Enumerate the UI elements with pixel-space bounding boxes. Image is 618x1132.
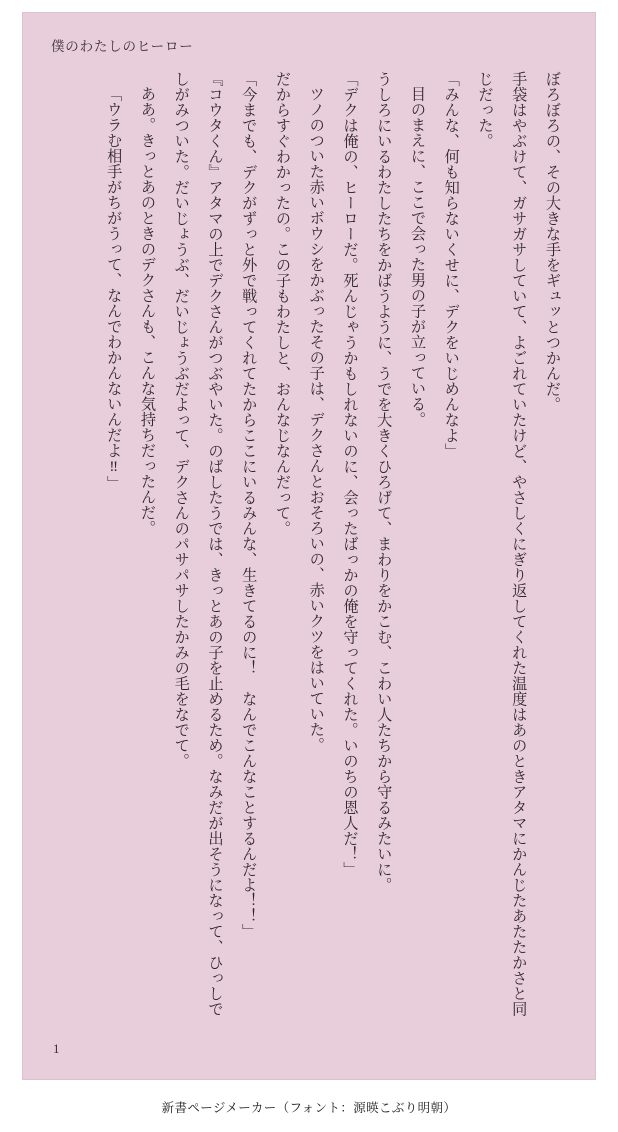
footer-caption: 新書ページメーカー（フォント：源暎こぶり明朝） xyxy=(161,1101,457,1115)
paragraph: ああ。きっとあのときのデクさんも、こんな気持ちだったんだ。 xyxy=(139,86,156,536)
paragraph: ツノのついた赤いボウシをかぶったその子は、デクさんとおそろいの、赤いクツをはいていた。 xyxy=(307,86,325,753)
page-number: 1 xyxy=(53,1041,60,1056)
paragraph: 『コウタくん』アタマの上でデクさんがつぶやいた。のばしたうでは、きっとあの子を止めるため。なみだが出そうになって、ひっしでしがみついた。だいじょうぶ、だいじょうぶだよって、デクさんのパサパサしたかみの毛をなでて。 xyxy=(172,71,224,1017)
paragraph: ぼろぼろの、その大きな手をギュッとつかんだ。 xyxy=(544,71,561,413)
paragraph: 手袋はやぶけて、ガサガサしていて、よごれていたけど、やさしくにぎり返してくれた温度はあのときアタマにかんじたあたたかさと同じだった。 xyxy=(476,71,528,1017)
vertical-body-text xyxy=(51,71,569,1021)
paragraph: 「デクは俺の、ヒーローだ。死んじゃうかもしれないのに、会ったばっかの俺を守ってくれた。いのちの恩人だ！」 xyxy=(341,71,359,878)
paragraph: 目のまえに、ここで会った男の子が立っている。 xyxy=(409,86,426,428)
paragraph: 「みんな、何も知らないくせに、デクをいじめんなよ」 xyxy=(442,71,460,459)
book-page xyxy=(22,12,596,1080)
paragraph: 「ウラむ相手がちがうって、なんでわかんないんだよ‼」 xyxy=(105,86,123,492)
paragraph: だからすぐわかったの。この子もわたしと、おんなじなんだって。 xyxy=(274,71,291,537)
page-header-title: 僕のわたしのヒーロー xyxy=(51,39,194,54)
paragraph: うしろにいるわたしたちをかばうように、うでを大きくひろげて、まわりをかこむ、こわい人たちから守るみたいに。 xyxy=(375,71,393,893)
paragraph: 「今までも、デクがずっと外で戦ってくれてたからここにいるみんな、生きてるのに！ なんでこんなことするんだよ！！」 xyxy=(240,71,258,940)
